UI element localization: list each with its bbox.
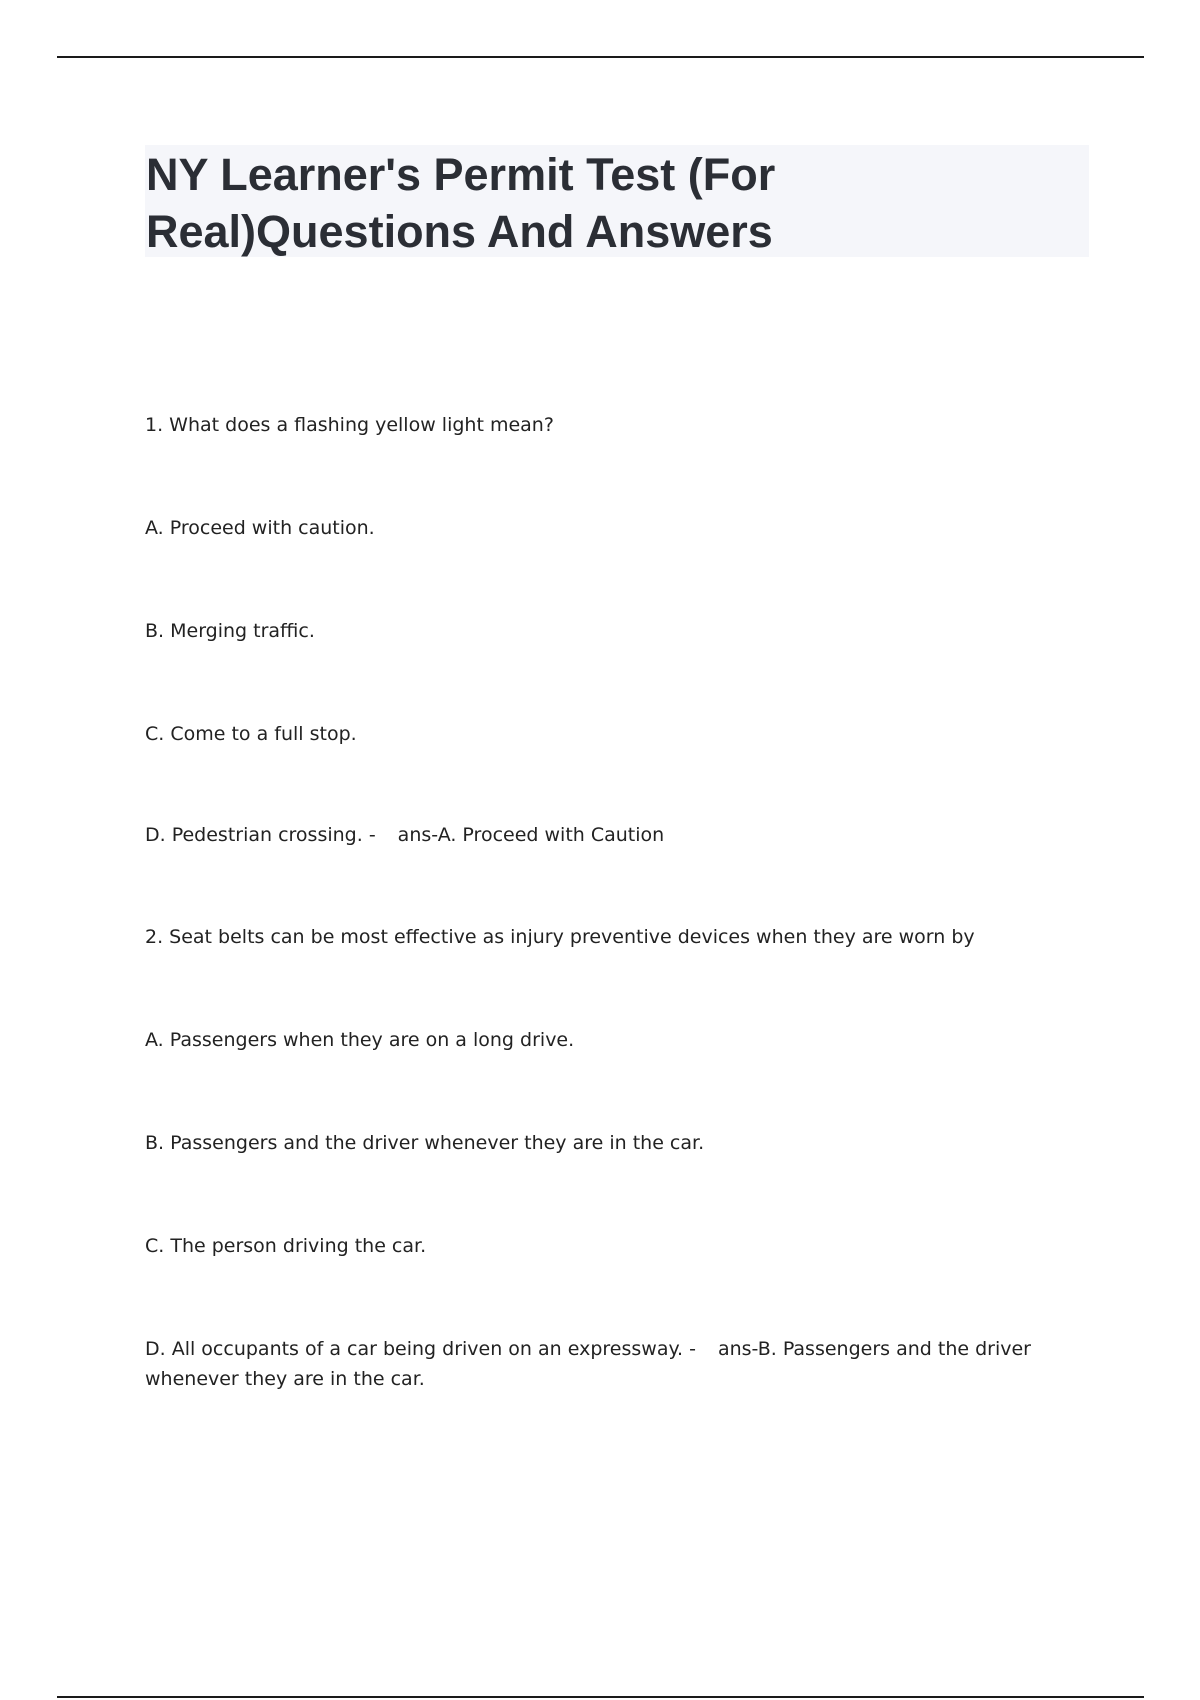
question-2-option-b: B. Passengers and the driver whenever they are in the car. [145, 1132, 705, 1154]
question-1-option-c: C. Come to a full stop. [145, 723, 357, 745]
question-1-option-d: D. Pedestrian crossing. - [145, 824, 376, 846]
question-1-option-a: A. Proceed with caution. [145, 517, 375, 539]
question-1-answer: ans-A. Proceed with Caution [397, 824, 665, 846]
bottom-rule [57, 1696, 1144, 1698]
question-1-option-b: B. Merging traffic. [145, 620, 315, 642]
page-title: NY Learner's Permit Test (For Real)Questions And Answers [146, 149, 776, 257]
question-1: 1. What does a flashing yellow light mean? [145, 414, 554, 436]
question-2-option-d-line [145, 1334, 1090, 1394]
question-2-answer: ans-B. Passengers and the driver whenever they are in the car. [145, 1338, 1031, 1390]
top-rule [57, 56, 1144, 58]
question-1-option-d-line [145, 820, 664, 850]
question-2-option-d: D. All occupants of a car being driven on an expressway. - [145, 1338, 696, 1360]
question-2-option-c: C. The person driving the car. [145, 1235, 427, 1257]
question-2: 2. Seat belts can be most effective as injury preventive devices when they are worn by [145, 926, 975, 948]
question-2-option-a: A. Passengers when they are on a long drive. [145, 1029, 575, 1051]
